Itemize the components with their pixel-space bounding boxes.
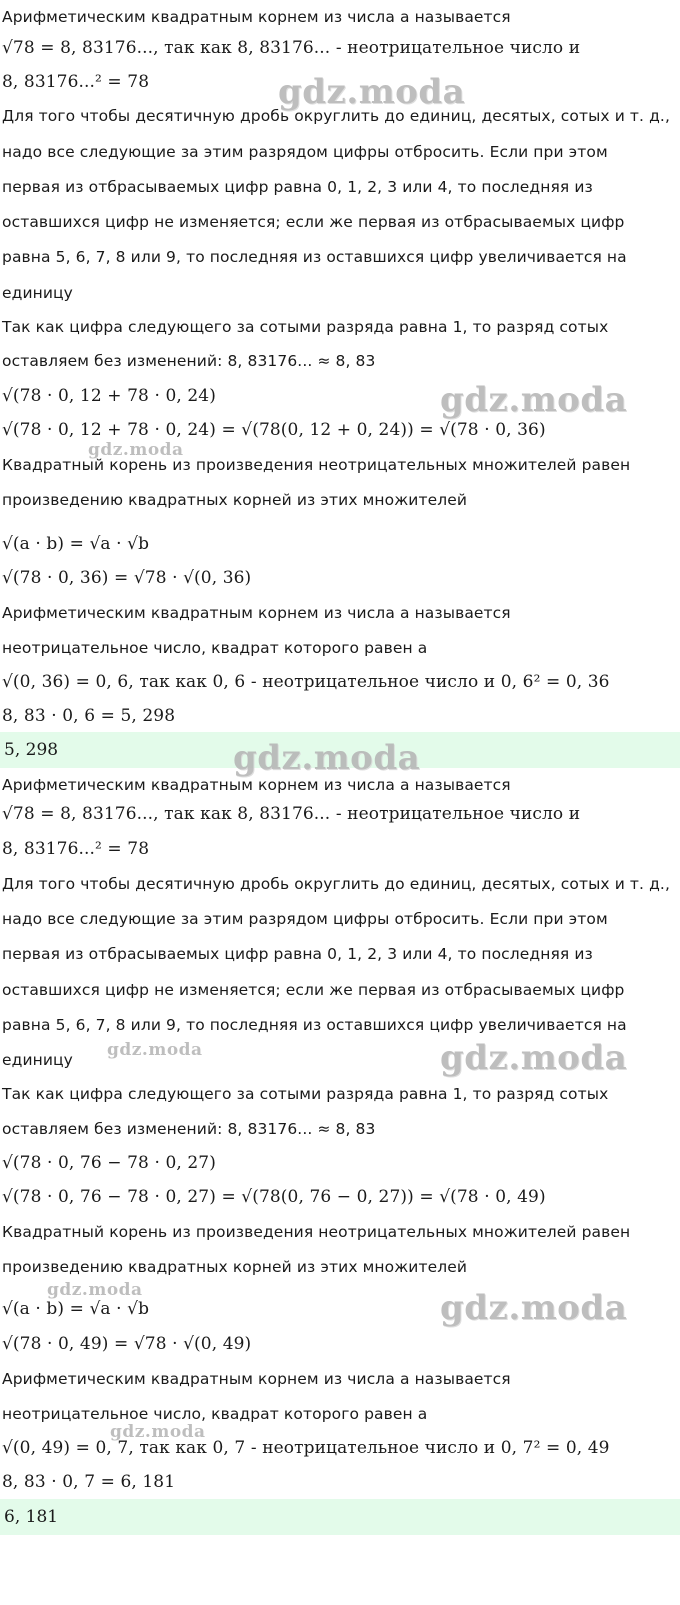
text-line: Квадратный корень из произведения неотрицательных множителей равен — [2, 1223, 631, 1241]
text-line: Для того чтобы десятичную дробь округлить до единиц, десятых, сотых и т. д., — [2, 107, 670, 125]
formula-line: 8, 83176...² = 78 — [2, 839, 150, 859]
formula-line: √(0, 49) = 0, 7, так как 0, 7 - неотрицательное число и 0, 7² = 0, 49 — [2, 1438, 610, 1458]
formula-line: √(78 · 0, 12 + 78 · 0, 24) — [2, 386, 216, 406]
text-line: равна 5, 6, 7, 8 или 9, то последняя из оставшихся цифр увеличивается на — [2, 1016, 627, 1034]
text-line: Для того чтобы десятичную дробь округлить до единиц, десятых, сотых и т. д., — [2, 875, 670, 893]
watermark: gdz.moda — [233, 738, 421, 778]
formula-line: √78 = 8, 83176..., так как 8, 83176... - неотрицательное число и — [2, 38, 581, 58]
watermark: gdz.moda — [107, 1040, 203, 1060]
formula-line: √(a · b) = √a · √b — [2, 534, 150, 554]
text-line: единицу — [2, 284, 73, 302]
formula-line: √(78 · 0, 76 − 78 · 0, 27) — [2, 1153, 216, 1173]
text-line: Квадратный корень из произведения неотрицательных множителей равен — [2, 456, 631, 474]
answer-value: 6, 181 — [4, 1507, 59, 1527]
text-line: Арифметическим квадратным корнем из числа a называется — [2, 776, 511, 794]
formula-line: √(78 · 0, 76 − 78 · 0, 27) = √(78(0, 76 − 0, 27)) = √(78 · 0, 49) — [2, 1187, 546, 1207]
watermark: gdz.moda — [110, 1422, 206, 1442]
text-line: Так как цифра следующего за сотыми разряда равна 1, то разряд сотых — [2, 318, 609, 336]
text-line: оставляем без изменений: 8, 83176... ≈ 8, 83 — [2, 1120, 376, 1138]
watermark: gdz.moda — [440, 380, 628, 420]
formula-line: √(78 · 0, 36) = √78 · √(0, 36) — [2, 568, 252, 588]
watermark: gdz.moda — [278, 72, 466, 112]
text-line: первая из отбрасываемых цифр равна 0, 1, 2, 3 или 4, то последняя из — [2, 945, 593, 963]
text-line: неотрицательное число, квадрат которого равен a — [2, 1405, 428, 1423]
text-line: Арифметическим квадратным корнем из числа a называется — [2, 1370, 511, 1388]
formula-line: 8, 83 · 0, 6 = 5, 298 — [2, 706, 176, 726]
text-line: равна 5, 6, 7, 8 или 9, то последняя из оставшихся цифр увеличивается на — [2, 248, 627, 266]
formula-line: √(a · b) = √a · √b — [2, 1299, 150, 1319]
formula-line: 8, 83 · 0, 7 = 6, 181 — [2, 1472, 176, 1492]
text-line: надо все следующие за этим разрядом цифры отбросить. Если при этом — [2, 143, 608, 161]
text-line: Арифметическим квадратным корнем из числа a называется — [2, 8, 511, 26]
formula-line: √78 = 8, 83176..., так как 8, 83176... - неотрицательное число и — [2, 804, 581, 824]
text-line: Так как цифра следующего за сотыми разряда равна 1, то разряд сотых — [2, 1085, 609, 1103]
text-line: единицу — [2, 1051, 73, 1069]
formula-line: √(78 · 0, 12 + 78 · 0, 24) = √(78(0, 12 + 0, 24)) = √(78 · 0, 36) — [2, 420, 546, 440]
text-line: первая из отбрасываемых цифр равна 0, 1, 2, 3 или 4, то последняя из — [2, 178, 593, 196]
text-line: оставшихся цифр не изменяется; если же первая из отбрасываемых цифр — [2, 213, 625, 231]
text-line: Арифметическим квадратным корнем из числа a называется — [2, 604, 511, 622]
formula-line: √(78 · 0, 49) = √78 · √(0, 49) — [2, 1334, 252, 1354]
answer-row — [0, 1499, 680, 1535]
answer-value: 5, 298 — [4, 740, 59, 760]
formula-line: 8, 83176...² = 78 — [2, 72, 150, 92]
text-line: оставшихся цифр не изменяется; если же первая из отбрасываемых цифр — [2, 981, 625, 999]
text-line: оставляем без изменений: 8, 83176... ≈ 8, 83 — [2, 352, 376, 370]
watermark: gdz.moda — [88, 440, 184, 460]
text-line: произведению квадратных корней из этих множителей — [2, 1258, 468, 1276]
text-line: надо все следующие за этим разрядом цифры отбросить. Если при этом — [2, 910, 608, 928]
text-line: неотрицательное число, квадрат которого равен a — [2, 639, 428, 657]
text-line: произведению квадратных корней из этих множителей — [2, 491, 468, 509]
watermark: gdz.moda — [440, 1288, 628, 1328]
watermark: gdz.moda — [47, 1280, 143, 1300]
watermark: gdz.moda — [440, 1038, 628, 1078]
formula-line: √(0, 36) = 0, 6, так как 0, 6 - неотрицательное число и 0, 6² = 0, 36 — [2, 672, 610, 692]
